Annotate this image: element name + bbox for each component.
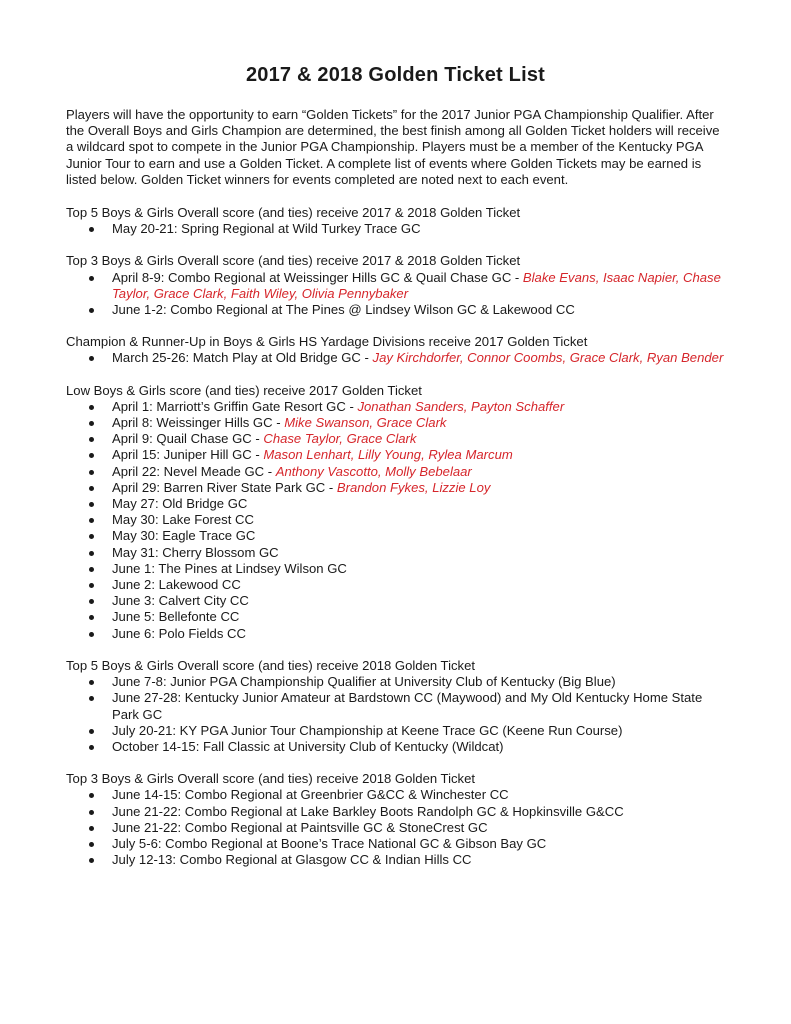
section-heading: Low Boys & Girls score (and ties) receive 2017 Golden Ticket [66,382,422,398]
list-item [112,820,725,836]
list-item [112,431,725,447]
list-item [112,350,725,366]
event-text: June 3: Calvert City CC [112,593,249,609]
event-text: July 5-6: Combo Regional at Boone’s Trace National GC & Gibson Bay GC [112,835,547,851]
event-list [66,399,725,642]
list-item [112,674,725,690]
event-section [66,771,725,868]
list-item [112,221,725,237]
winners-text: Brandon Fykes, Lizzie Loy [336,479,491,495]
event-list [66,270,725,319]
winners-text: Mason Lenhart, Lilly Young, Rylea Marcum [263,447,513,463]
list-item [112,512,725,528]
winners-text: Jonathan Sanders, Payton Schaffer [357,398,565,414]
list-item [112,399,725,415]
list-item [112,723,725,739]
event-text: June 21-22: Combo Regional at Paintsville GC & StoneCrest GC [112,819,488,835]
event-section [66,383,725,642]
event-text: June 14-15: Combo Regional at Greenbrier G&CC & Winchester CC [112,787,509,803]
list-item [112,626,725,642]
section-heading: Top 3 Boys & Girls Overall score (and ties) receive 2018 Golden Ticket [66,771,475,787]
list-item [112,415,725,431]
event-list [66,674,725,755]
section-heading: Champion & Runner-Up in Boys & Girls HS Yardage Divisions receive 2017 Golden Ticket [66,334,588,350]
event-text: June 5: Bellefonte CC [112,609,240,625]
winners-text: Jay Kirchdorfer, Connor Coombs, Grace Clark, Ryan Bender [372,350,724,366]
section-heading: Top 5 Boys & Girls Overall score (and ties) receive 2018 Golden Ticket [66,657,475,673]
intro-paragraph: Players will have the opportunity to earn “Golden Tickets” for the 2017 Junior PGA Championship Qualifier. After the Overall Boys and Girls Champion are determined, the best finish among all Golden Ticket holders will receive a wildcard spot to compete in the Junior PGA Championship. Players must be a member of the Kentucky PGA Junior Tour to earn and use a Golden Ticket. A complete list of events where Golden Tickets may be earned is listed below. Golden Ticket winners for events completed are noted next to each event. [66,107,720,187]
winners-text: Blake Evans, Isaac Napier, Chase Taylor, Grace Clark, Faith Wiley, Olivia Pennybaker [112,269,721,301]
event-text: May 31: Cherry Blossom GC [112,544,279,560]
list-item [112,787,725,803]
event-section [66,205,725,237]
event-text: May 20-21: Spring Regional at Wild Turkey Trace GC [112,221,421,237]
event-text: June 7-8: Junior PGA Championship Qualifier at University Club of Kentucky (Big Blue) [112,674,616,690]
event-text: April 1: Marriott’s Griffin Gate Resort GC - [112,398,358,414]
event-text: June 27-28: Kentucky Junior Amateur at Bardstown CC (Maywood) and My Old Kentucky Home State Park GC [112,690,703,722]
event-list [66,787,725,868]
event-section [66,253,725,318]
event-text: July 20-21: KY PGA Junior Tour Championship at Keene Trace GC (Keene Run Course) [112,722,623,738]
event-list [66,350,725,366]
list-item [112,836,725,852]
list-item [112,480,725,496]
event-text: June 21-22: Combo Regional at Lake Barkley Boots Randolph GC & Hopkinsville G&CC [112,803,624,819]
section-heading: Top 3 Boys & Girls Overall score (and ties) receive 2017 & 2018 Golden Ticket [66,253,521,269]
list-item [112,561,725,577]
list-item [112,464,725,480]
list-item [112,545,725,561]
winners-text: Chase Taylor, Grace Clark [263,431,417,447]
event-text: April 15: Juniper Hill GC - [112,447,264,463]
section-heading: Top 5 Boys & Girls Overall score (and ties) receive 2017 & 2018 Golden Ticket [66,205,521,221]
event-text: April 8: Weissinger Hills GC - [112,415,285,431]
list-item [112,302,725,318]
event-text: April 29: Barren River State Park GC - [112,479,337,495]
list-item [112,496,725,512]
list-item [112,852,725,868]
list-item [112,739,725,755]
event-section [66,658,725,755]
list-item [112,577,725,593]
page-title: 2017 & 2018 Golden Ticket List [245,64,546,86]
event-text: May 30: Lake Forest CC [112,512,254,528]
event-text: October 14-15: Fall Classic at University Club of Kentucky (Wildcat) [112,738,504,754]
event-text: June 6: Polo Fields CC [112,625,246,641]
list-item [112,447,725,463]
event-text: May 30: Eagle Trace GC [112,528,256,544]
event-text: May 27: Old Bridge GC [112,496,248,512]
event-text: April 22: Nevel Meade GC - [112,463,276,479]
list-item [112,270,725,302]
event-text: June 1: The Pines at Lindsey Wilson GC [112,560,347,576]
event-text: June 1-2: Combo Regional at The Pines @ Lindsey Wilson GC & Lakewood CC [112,302,575,318]
list-item [112,593,725,609]
winners-text: Anthony Vascotto, Molly Bebelaar [275,463,472,479]
event-text: March 25-26: Match Play at Old Bridge GC - [112,350,373,366]
list-item [112,609,725,625]
winners-text: Mike Swanson, Grace Clark [284,415,447,431]
event-section [66,334,725,366]
event-text: June 2: Lakewood CC [112,577,241,593]
list-item [112,528,725,544]
list-item [112,804,725,820]
event-list [66,221,725,237]
event-text: April 8-9: Combo Regional at Weissinger Hills GC & Quail Chase GC - [112,269,523,285]
event-text: July 12-13: Combo Regional at Glasgow CC & Indian Hills CC [112,852,472,868]
list-item [112,690,725,722]
event-sections [66,205,725,868]
event-text: April 9: Quail Chase GC - [112,431,264,447]
